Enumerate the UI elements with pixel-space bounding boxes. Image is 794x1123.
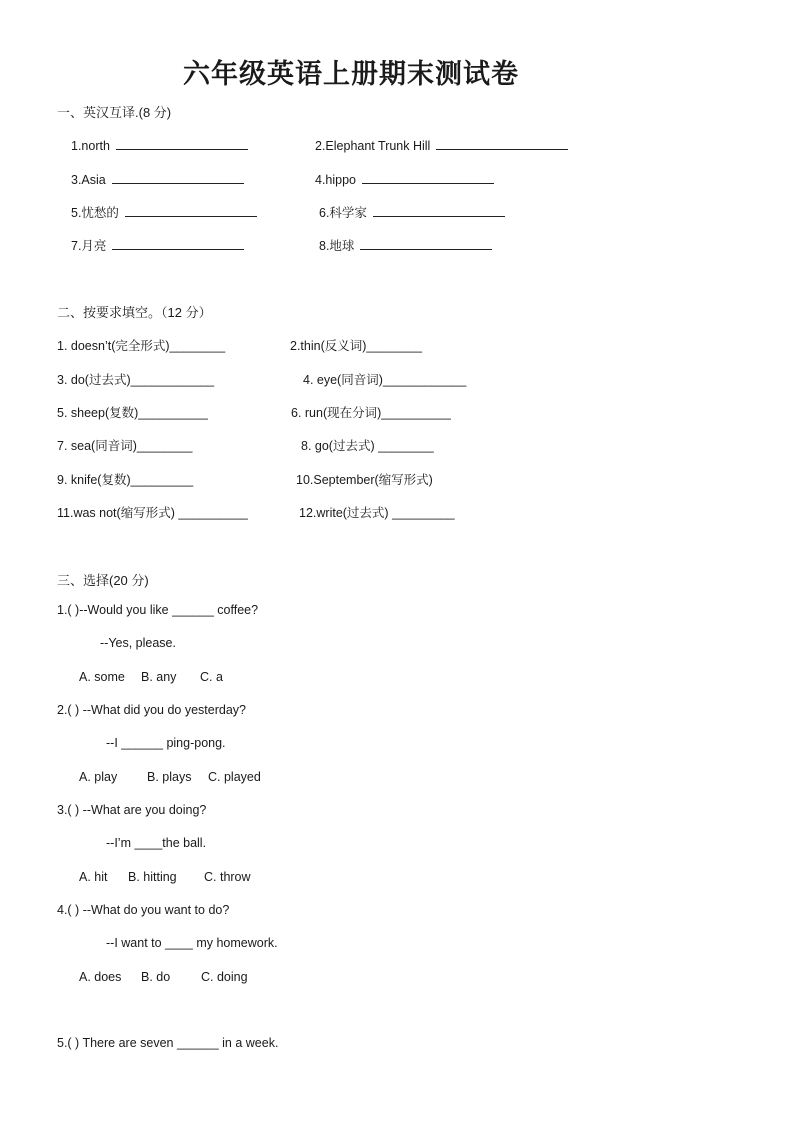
s2-item-10: 10.September(缩写形式) — [296, 473, 433, 487]
s3-answer-1: --Yes, please. — [100, 636, 176, 650]
s3-option-2c[interactable]: C. played — [208, 770, 261, 784]
s3-option-4a[interactable]: A. does — [79, 970, 122, 984]
page-title: 六年级英语上册期末测试卷 — [183, 59, 519, 90]
s3-question-4: 4.( ) --What do you want to do? — [57, 903, 230, 917]
s2-item-2: 2.thin(反义词)________ — [290, 339, 423, 353]
s1-item-4: 4.hippo — [315, 170, 494, 187]
answer-blank[interactable] — [112, 170, 244, 184]
s2-item-6: 6. run(现在分词)__________ — [291, 406, 451, 420]
s2-item-7: 7. sea(同音词)________ — [57, 439, 193, 453]
answer-blank[interactable] — [373, 203, 505, 217]
s3-option-3b[interactable]: B. hitting — [128, 870, 177, 884]
answer-blank[interactable] — [112, 236, 244, 250]
s1-item-7: 7.月亮 — [71, 236, 244, 254]
s3-answer-3: --I’m ____the ball. — [106, 836, 207, 850]
s2-item-11: 11.was not(缩写形式) __________ — [57, 506, 248, 520]
s3-question-3: 3.( ) --What are you doing? — [57, 803, 207, 817]
s1-item-5: 5.忧愁的 — [71, 203, 257, 221]
section-1-heading: 一、英汉互译.(8 分) — [57, 105, 172, 120]
s3-option-4b[interactable]: B. do — [141, 970, 171, 984]
s2-item-5: 5. sheep(复数)__________ — [57, 406, 208, 420]
s2-item-1: 1. doesn’t(完全形式)________ — [57, 339, 226, 353]
s2-item-3: 3. do(过去式)____________ — [57, 373, 215, 387]
s2-item-4: 4. eye(同音词)____________ — [303, 373, 467, 387]
section-3-heading: 三、选择(20 分) — [57, 573, 149, 588]
s1-item-3: 3.Asia — [71, 170, 244, 187]
s3-option-2a[interactable]: A. play — [79, 770, 118, 784]
s2-item-9: 9. knife(复数)_________ — [57, 473, 194, 487]
s2-item-8: 8. go(过去式) ________ — [301, 439, 434, 453]
s3-question-2: 2.( ) --What did you do yesterday? — [57, 703, 246, 717]
s3-question-5: 5.( ) There are seven ______ in a week. — [57, 1036, 279, 1050]
s3-option-1b[interactable]: B. any — [141, 670, 177, 684]
s1-item-2: 2.Elephant Trunk Hill — [315, 136, 568, 153]
s1-item-1: 1.north — [71, 136, 248, 153]
answer-blank[interactable] — [360, 236, 492, 250]
section-2-heading: 二、按要求填空。（12 分） — [57, 305, 212, 320]
s3-option-1c[interactable]: C. a — [200, 670, 223, 684]
s1-item-8: 8.地球 — [319, 236, 492, 254]
s3-option-2b[interactable]: B. plays — [147, 770, 192, 784]
answer-blank[interactable] — [436, 136, 568, 150]
s3-question-1: 1.( )--Would you like ______ coffee? — [57, 603, 259, 617]
answer-blank[interactable] — [125, 203, 257, 217]
answer-blank[interactable] — [362, 170, 494, 184]
s2-item-12: 12.write(过去式) _________ — [299, 506, 455, 520]
s3-option-3c[interactable]: C. throw — [204, 870, 251, 884]
answer-blank[interactable] — [116, 136, 248, 150]
s3-option-4c[interactable]: C. doing — [201, 970, 248, 984]
s3-answer-2: --I ______ ping-pong. — [106, 736, 226, 750]
s3-option-1a[interactable]: A. some — [79, 670, 125, 684]
s3-option-3a[interactable]: A. hit — [79, 870, 108, 884]
s1-item-6: 6.科学家 — [319, 203, 505, 221]
s3-answer-4: --I want to ____ my homework. — [106, 936, 278, 950]
